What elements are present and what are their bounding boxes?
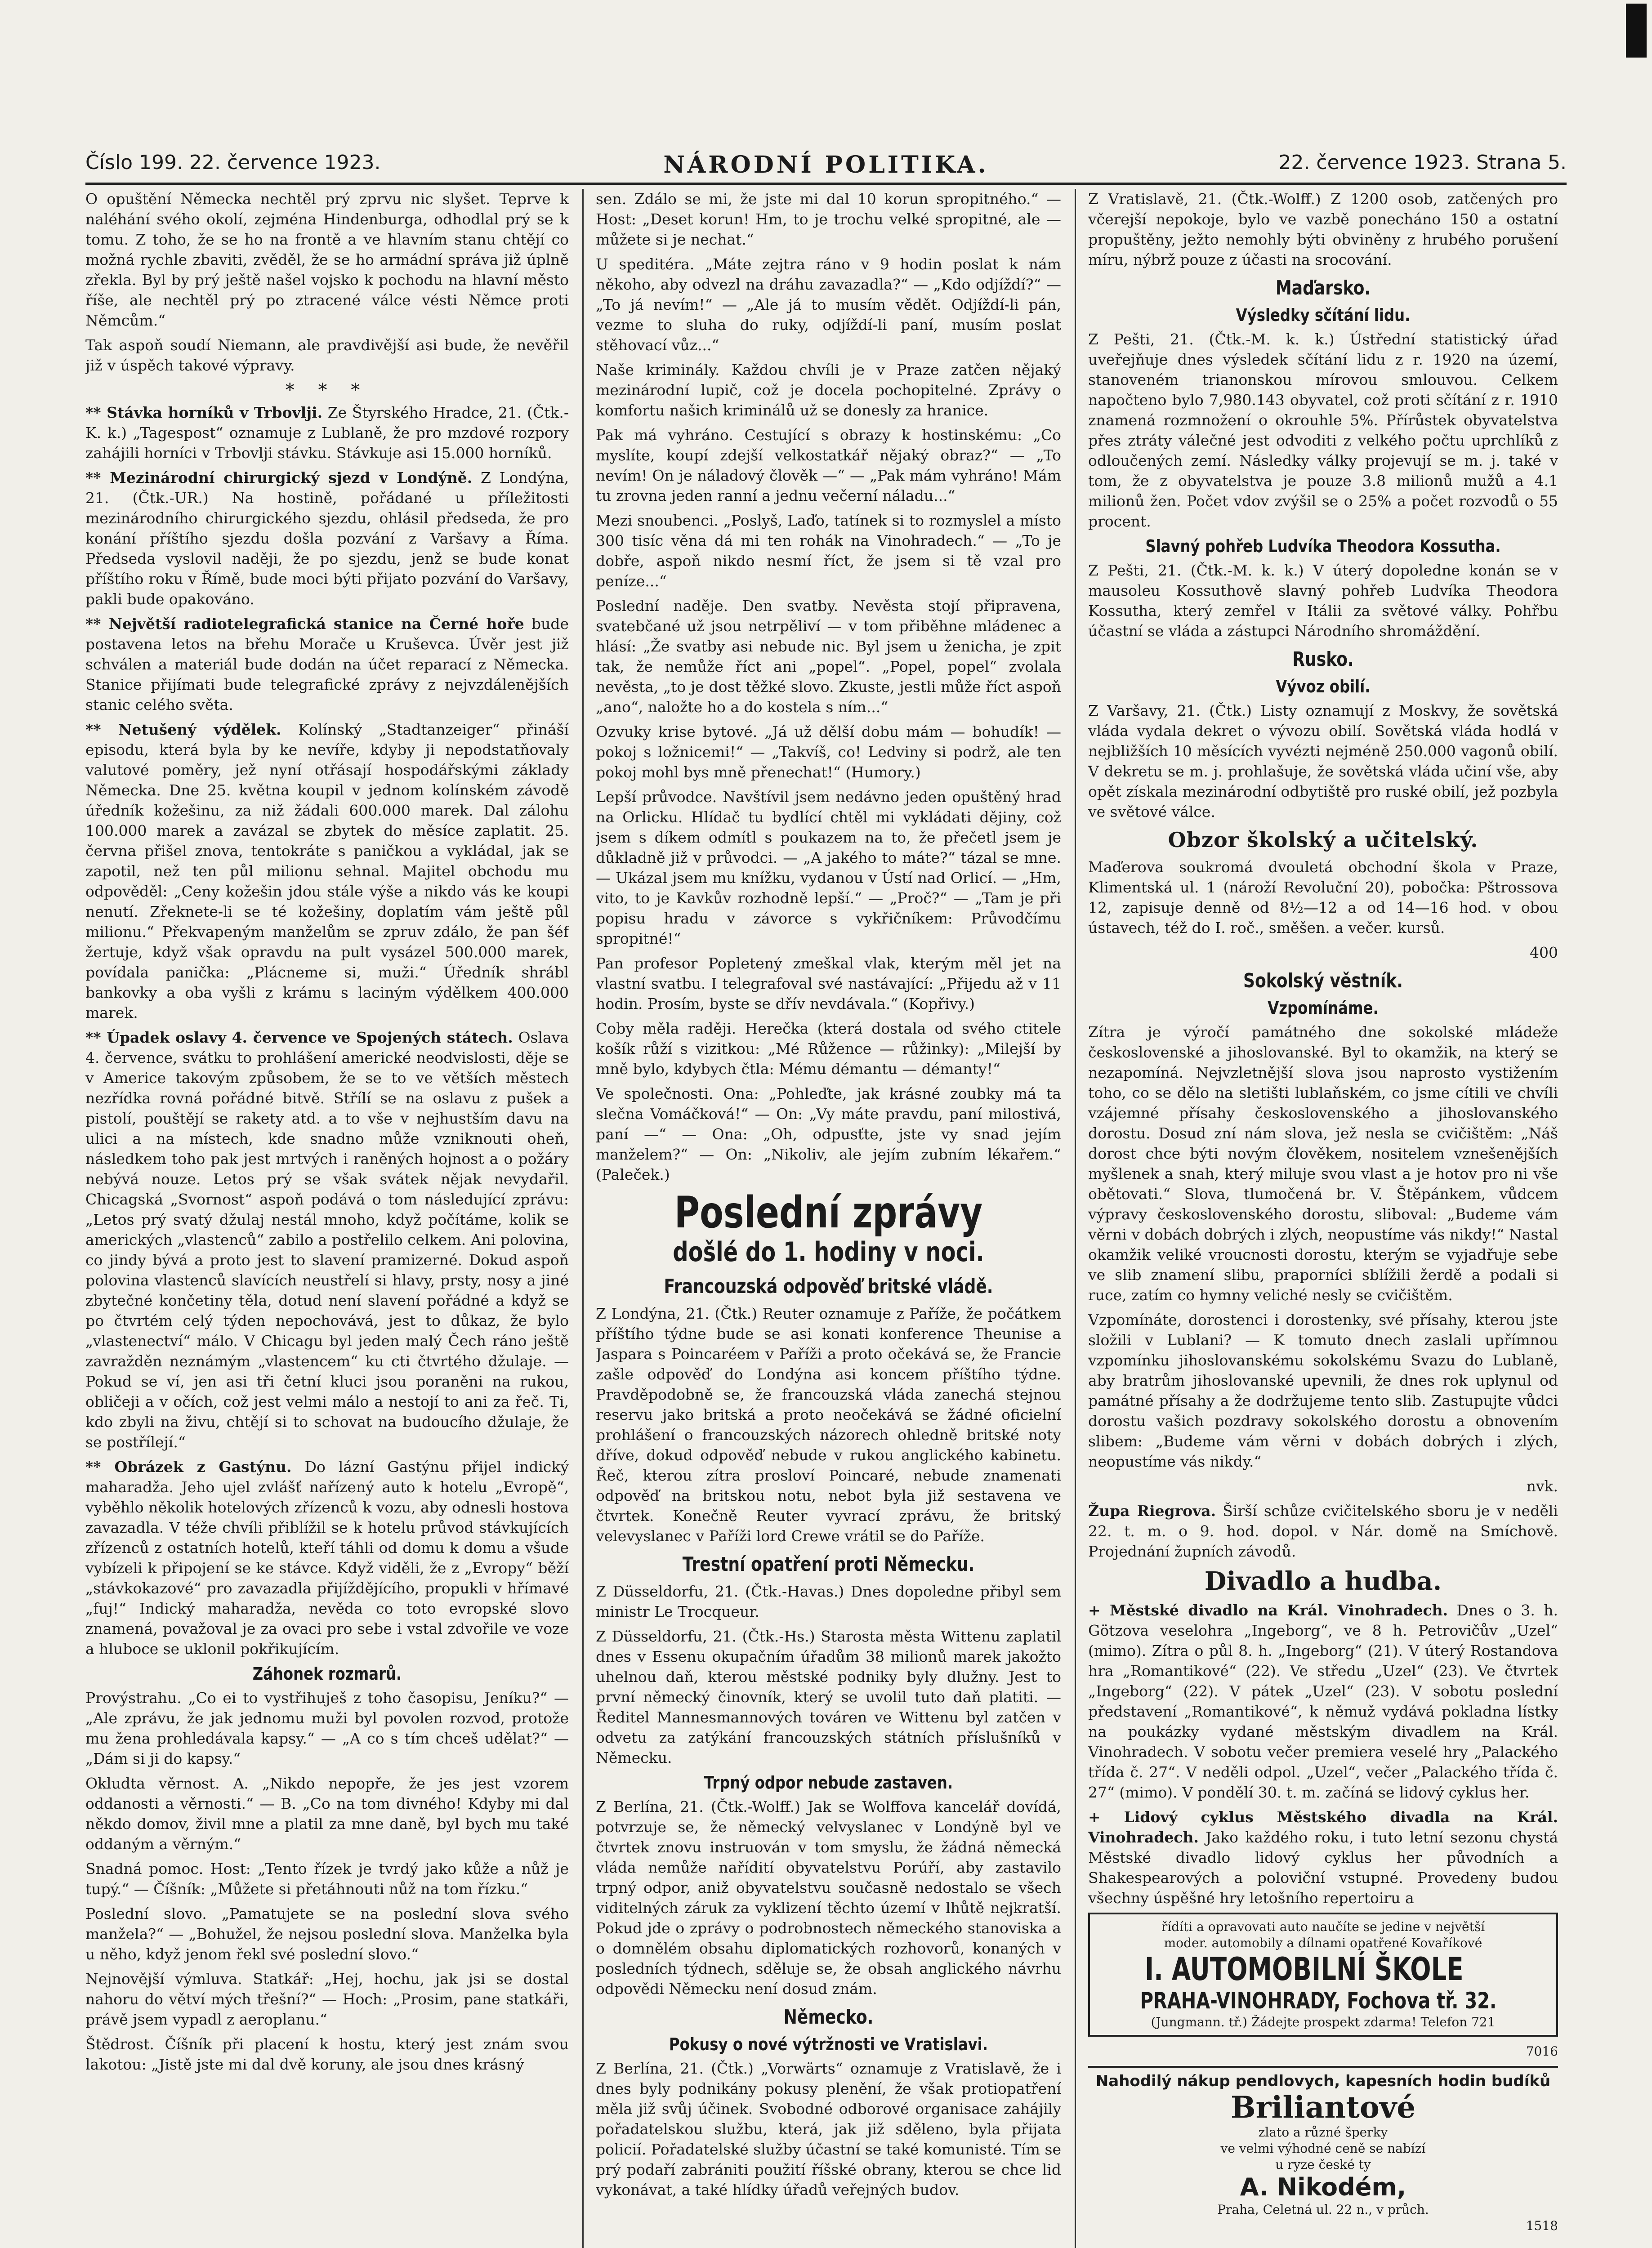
signature: nvk. [1526, 1477, 1558, 1495]
section-heading: Rusko. [1292, 648, 1354, 671]
news-item: ** Stávka horníků v Trbovlji. Ze Štyrského Hradce, 21. (Čtk.-K. k.) „Tagespost“ oznamuje z Lublaně, že pro mzdové rozpory zahájili horníci v Trbovlji stávku. Stávkuje asi 15.000 horníků. [85, 404, 569, 462]
article-text: Z Pešti, 21. (Čtk.-M. k. k.) Ústřední statistický úřad uveřejňuje dnes výsledek sčítání lidu z r. 1920 na území, stanoveném trianonskou mírovou smlouvou. Celkem napočteno bylo 7,980.143 obyvatel, což proti sčítání z r. 1910 znamená rozmnožení o okrouhle 5%. Přírůstek obyvatelstva přes ztráty válečné jest odvoditi z velkého počtu uprchlíků z odloučených zemí. Následky války projevují se m. j. také v tom, že z obyvatelstva je pouze 3.8 milionů mužů a 4.1 milionů žen. Počet vdov zvýšil se o 25% a počet rozvodů o 55 procent. [1088, 330, 1558, 530]
news-headline: + Městské divadlo na Král. Vinohradech. [1088, 1601, 1448, 1619]
article-text: Z Londýna, 21. (Čtk.) Reuter oznamuje z Paříže, že počátkem příštího týdne bude se asi konati konference Theunise a Jaspara s Poincaréem v Paříži a proto očekává se, že Francie zašle odpověď do Londýna asi koncem příštího týdne. Pravděpodobně se, že francouzská vláda zanechá stejnou reservu jako britská a proto neočekává se žádné oficielní prohlášení o francouzských názorech ohledně britské noty dříve, dokud odpověď nebude v rukou anglického kabinetu. Řeč, kterou zítra prosloví Poincaré, nebude znamenati odpověď na britskou notu, nebot byla již sestavena ve čtvrtek. Konečně Reuter vyvrací zprávu, že britský velevyslanec v Paříži lord Crewe vrátil se do Paříže. [596, 1305, 1061, 1545]
joke: Pan profesor Popletený zmeškal vlak, kterým měl jet na vlastní svatbu. I telegrafoval své nastávající: „Přijedu až v 11 hodin. Prosím, byste se dřív nevdávala.“ (Kopřivy.) [596, 955, 1061, 1012]
article-text: Z Düsseldorfu, 21. (Čtk.-Hs.) Starosta města Wittenu zaplatil dnes v Essenu okupačním úřadům 38 milionů marek jakožto uhelnou daň, kterou městské podniky byly dlužny. Jest to první německý činovník, který se uvolil tuto daň platiti. — Ředitel Mannesmannových továren ve Wittenu byl zatčen v odvetu za zatýkání francouzských státních příslušníků v Německu. [596, 1628, 1061, 1766]
ad-number: 400 [1530, 944, 1558, 961]
article-text: Maďerova soukromá dvouletá obchodní škola v Praze, Klimentská ul. 1 (nároží Revoluční 20), pobočka: Pštrossova 12, zapisuje denně od 8½—12 a od 14—16 hod. v obou ústavech, též do I. roč., směšen. a večer. kursů. [1088, 858, 1558, 937]
latest-news-banner: Poslední zprávy [674, 1187, 983, 1238]
ad-number: 7016 [1526, 2044, 1558, 2059]
joke: Poslední slovo. „Pamatujete se na poslední slova svého manžela?“ — „Bohužel, že nejsou poslední slova. Manželka byla u něho, když jenom řekl své poslední slovo.“ [85, 1905, 569, 1963]
column-rule-1 [582, 189, 584, 2248]
section-subheading: Slavný pohřeb Ludvíka Theodora Kossutha. [1145, 536, 1501, 556]
news-item: + Městské divadlo na Král. Vinohradech. Dnes o 3. h. Götzova veselohra „Ingeborg“, ve 8 h. Petrovičův „Uzel“ (mimo). Zítra o půl 8. h. „Ingeborg“ (21). V úterý Rostandova hra „Romantikové“ (22). Ve středu „Uzel“ (23). Ve čtvrtek „Ingeborg“ (22). V pátek „Uzel“ (23). V sobotu poslední představení „Romantikové“, k němuž vydává pokladna lístky na poukázky vydané městským divadlem na Král. Vinohradech. V sobotu večer premiera veselé hry „Palackého třída č. 27“. V neděli odpol. „Uzel“, večer „Palackého třída č. 27“ (mimo). V pondělí 30. t. m. začíná se lidový cyklus her. [1088, 1601, 1558, 1801]
column-2 [596, 189, 1061, 2248]
latest-news-subbanner: došlé do 1. hodiny v noci. [673, 1236, 984, 1268]
joke: Nejnovější výmluva. Statkář: „Hej, hochu, jak jsi se dostal nahoru do větví mých třešní?“ — Hoch: „Prosim, pane statkáři, právě jsem vypadl z aeroplanu.“ [85, 1970, 569, 2028]
section-heading: Maďarsko. [1275, 277, 1371, 299]
section-heading: Záhonek rozmarů. [252, 1664, 402, 1684]
news-item: Župa Riegrova. Širší schůze cvičitelského sboru je v neděli 22. t. m. o 9. hod. dopol. v Nár. domě na Smíchově. Projednání župních závodů. [1088, 1502, 1558, 1560]
section-heading: Obzor školský a učitelský. [1168, 828, 1478, 852]
news-item: ** Obrázek z Gastýnu. Do lázní Gastýnu přijel indický maharadža. Jeho ujel zvlášť nařízený auto k hotelu „Evropě“, vyběhlo několik hotelových zřízenců k vozu, aby odnesli hostova zavazadla. V téže chvíli přiblížil se k hotelu průvod stávkujících zřízenců z ostatních hotelů, kteří táhli od domu k domu a všude vybízeli k připojení se ke stávce. Když viděli, že z „Evropy“ běží „stávkokazové“ pro zavazadla přijíždějícího, propukli v hřímavé „fuj!“ Indický maharadža, nevěda co toto evropské slovo znamená, považoval je za ovaci pro sebe i vstal zdvořile ve voze a hluboce se uklonil pokřikujícím. [85, 1458, 569, 1658]
joke: Okludta věrnost. A. „Nikdo nepopře, že jes jest vzorem oddanosti a věrnosti.“ — B. „Co na tom divného! Kdyby mi dal někdo domov, živil mne a platil za mne daně, byl bych mu také oddaným a věrným.“ [85, 1775, 569, 1853]
article-text: Z Pešti, 21. (Čtk.-M. k. k.) V úterý dopoledne konán se v mausoleu Kossuthově slavný pohřeb Ludvíka Theodora Kossutha, který zemřel v Itálii za světové války. Pohřbu účastní se vláda a zástupci Národního shromáždění. [1088, 562, 1558, 640]
section-subheading: Vzpomínáme. [1268, 998, 1379, 1018]
news-item: ** Mezinárodní chirurgický sjezd v Londýně. Z Londýna, 21. (Čtk.-UR.) Na hostině, pořádané u příležitosti mezinárodního chirurgického sjezdu, ohlásil předseda, že pro konání příštího sjezdu došla pozvání z Varšavy a Říma. Předseda vyslovil naději, že po sjezdu, jenž se bude konat příštího roku v Římě, bude moci býti přijato pozvání do Varšavy, pakli bude opakováno. [85, 469, 569, 608]
masthead: NÁRODNÍ POLITIKA. [663, 151, 989, 178]
header-date-page: 22. července 1923. Strana 5. [1278, 151, 1567, 174]
joke: Ozvuky krise bytové. „Já už dělší dobu mám — bohudík! — pokoj s ložnicemi!“ — „Takvíš, co! Ledviny si podrž, ale ten pokoj mohl bys mně přenechat!“ (Humory.) [596, 723, 1061, 781]
section-subheading: Pokusy o nové výtržnosti ve Vratislavi. [669, 2034, 988, 2054]
joke: Coby měla raději. Herečka (která dostala od svého ctitele košík růží s vizitkou: „Mé Růžence — růžinky): „Milejší by mně bylo, kdybych čtla: Mému démantu — démanty!“ [596, 1020, 1061, 1078]
article-text: Z Berlína, 21. (Čtk.-Wolff.) Jak se Wolffova kancelář dovídá, potvrzuje se, že německý velvyslanec v Londýně byl ve čtvrtek znovu instruován v tom smyslu, že žádná německá vláda nemůže nařídití obyvatelstvu Porúří, aby zastavilo trpný odpor, aniž obyvatelstvu současně nedostalo se všech viditelných záruk za vyklizení těchto území v lhůtě nejkratší. Pokud jde o zprávy o podrobnostech německého stanoviska a o domnělém obsahu diplomatických rozhovorů, konaných v posledních týdnech, sděluje se, že obsah anglického návrhu odpovědi Německu není dosud znám. [596, 1798, 1061, 1998]
article-text: Z Varšavy, 21. (Čtk.) Listy oznamují z Moskvy, že sovětská vláda vydala dekret o vývozu obilí. Sovětská vláda hodlá v nejbližších 10 měsících vyvézti nejméně 250.000 vagonů obilí. V dekretu se m. j. prohlašuje, že sovětská vláda učiní vše, aby opět získala mezinárodní odbytiště pro ruské obilí, jež pozbyla ve světové válce. [1088, 702, 1558, 821]
column-1 [85, 189, 569, 2248]
news-headline: Župa Riegrova. [1088, 1502, 1216, 1520]
joke: Ve společnosti. Ona: „Pohleďte, jak krásné zoubky má ta slečna Vomáčková!“ — On: „Vy máte pravdu, paní milostivá, paní —“ — Ona: „Oh, odpusťte, jste vy snad jejím manželem?“ — On: „Nikoliv, ale jejím zubním lékařem.“ (Paleček.) [596, 1085, 1061, 1183]
advertisement-automobile-school: řídíti a opravovati auto naučíte se jedine v největší moder. automobily a dílnami opatřené Kovaříkové I. AUTOMOBILNÍ ŠKOLE PRAHA-VINOHRADY, Fochova tř. 32. (Jungmann. tř.) Žádejte prospekt zdarma! Telefon 721 [1088, 1913, 1558, 2037]
section-subheading: Výsledky sčítání lidu. [1236, 305, 1411, 325]
joke: Provýstrahu. „Co ei to vystřihuješ z toho časopisu, Jeníku?“ — „Ale zprávu, že jak jednomu muži byl povolen rozvod, protože mu žena prohledávala kapsy.“ — „A co s tím chceš udělat?“ — „Dám si ji do kapsy.“ [85, 1689, 569, 1767]
joke: Naše kriminály. Každou chvíli je v Praze zatčen nějaký mezinárodní lupič, což je docela pochopitelné. Zprávy o komfortu našich kriminálů už se donesly za hranice. [596, 361, 1061, 419]
article-text: Z Vratislavě, 21. (Čtk.-Wolff.) Z 1200 osob, zatčených pro včerejší nepokoje, bylo ve vazbě ponecháno 150 a ostatní propuštěny, ježto nemohly býti obviněny z hrubého porušení míru, nýbrž pouze z účasti na srocování. [1088, 190, 1558, 268]
section-heading: Francouzská odpověď britské vládě. [664, 1275, 993, 1298]
news-item: ** Největší radiotelegrafická stanice na Černé hoře bude postavena letos na břehu Morače u Kruševca. Úvěr jest již schválen a materiál bude dodán na účet reparací z Německa. Stanice přijímati bude telegrafické zprávy z nejvzdálenějších stanic celého světa. [85, 615, 569, 714]
joke: Snadná pomoc. Host: „Tento řízek je tvrdý jako kůže a nůž je tupý.“ — Číšník: „Můžete si přetáhnouti nůž na tom řízku.“ [85, 1860, 569, 1898]
joke: U speditéra. „Máte zejtra ráno v 9 hodin poslat k nám někoho, aby odvezl na dráhu zavazadla?“ — „Kdo odjíždí?“ — „To já nevím!“ — „Ale já to musím vědět. Odjíždí-li pán, vezme to sluha do ruky, odjíždí-li paní, musím poslat stěhovací vůz...“ [596, 255, 1061, 354]
header-issue: Číslo 199. 22. července 1923. [85, 151, 381, 174]
news-headline: ** Úpadek oslavy 4. července ve Spojených státech. [85, 1029, 513, 1046]
section-heading: Trestní opatření proti Německu. [682, 1553, 975, 1576]
article-text: Z Düsseldorfu, 21. (Čtk.-Havas.) Dnes dopoledne přibyl sem ministr Le Trocqueur. [596, 1583, 1061, 1620]
joke: Štědrost. Číšník při placení k hostu, který jest znám svou lakotou: „Jistě jste mi dal dvě koruny, ale jsou dnes krásný [85, 2035, 569, 2073]
scan-corner-mark [1626, 4, 1647, 58]
news-headline: ** Mezinárodní chirurgický sjezd v Londýně. [85, 469, 473, 486]
joke: Mezi snoubenci. „Poslyš, Laďo, tatínek si to rozmyslel a místo 300 tisíc věna dá mi ten rohák na Vinohradech.“ — „To je dobře, aspoň nikdo nesmí říct, že jsem si tě vzal pro peníze...“ [596, 512, 1061, 590]
news-headline: ** Stávka horníků v Trbovlji. [85, 404, 323, 421]
news-item: ** Netušený výdělek. Kolínský „Stadtanzeiger“ přináší episodu, která byla by ke nevíře, kdyby ji nepodstatňovaly valutové poměry, jež nyní otřásají hospodářskými základy Německa. Dne 25. května koupil v jednom kolínském závodě úředník kožešinu, za niž žádali 600.000 marek. Dal zálohu 100.000 marek a zavázal se zbytek do měsíce zaplatit. 25. června přišel znova, tentokráte s paničkou a vykládal, jak se zapotil, než ten půl milionu sehnal. Majitel obchodu mu odpověděl: „Ceny kožešin jdou stále výše a nikdo vás ke koupi nenutí. Zřeknete-li se té kožešiny, doplatím vám ještě půl milionu.“ Překvapeným manželům se zpruv zdálo, že pan šéf žertuje, když však opravdu na pult vysázel 500.000 marek, povídala panička: „Plácneme si, muži.“ Úředník shrábl bankovky a oba vyšli z krámu s laciným výdělkem 400.000 marek. [85, 721, 569, 1021]
section-subheading: Vývoz obilí. [1276, 677, 1371, 696]
news-headline: + Lidový cyklus Městského divadla na Král. Vinohradech. [1088, 1808, 1558, 1846]
section-heading: Divadlo a hudba. [1204, 1566, 1442, 1596]
column-3 [1088, 189, 1558, 2248]
section-heading: Německo. [783, 2006, 874, 2029]
section-separator: * * * [285, 380, 369, 401]
news-headline: ** Obrázek z Gastýnu. [85, 1458, 292, 1476]
news-headline: ** Netušený výdělek. [85, 721, 281, 738]
section-heading: Sokolský věstník. [1243, 969, 1403, 992]
article-text: Vzpomínáte, dorostenci i dorostenky, své přísahy, kterou jste složili v Lublani? — K tomuto dnech zaslali upřímnou vzpomínku jihoslovanskému sokolskému Svazu do Lublaně, aby bratrům jihoslovanské upevnili, že dnes rok uplynul od památné přísahy a že dodržujeme tento slib. Zastupujte vůdci dorostu vašich pozdravy sokolského dorostu a obnovením slibem: „Budeme vám věrni v dobách dobrých i zlých, neopustíme vás nikdy.“ [1088, 1311, 1558, 1470]
news-item: ** Úpadek oslavy 4. července ve Spojených státech. Oslava 4. července, svátku to prohlášení americké neodvislosti, děje se v Americe takovým způsobem, že se to ve větších městech nezřídka rovná pořádné bitvě. Střílí se na oslavu z pušek a pistolí, pouštějí se rakety atd. a to vše v nejhustším davu na ulici a na místech, kde snadno může vzniknouti oheň, následkem toho pak jest mrtvých i raněných hojnost a o požáry nebývá nouze. Letos prý se však svátek nějak nevydařil. Chicagská „Svornost“ aspoň podává o tom následující zprávu: „Letos prý svatý džulaj nestál mnoho, když počítáme, kolik se amerických „vlastenců“ zabilo a postřelilo celkem. Ani polovina, co jindy bývá a proto jest to slavení pramizerné. Dokud aspoň polovina vlastenců slavících neustřelí si hlavy, prsty, nosy a jiné zbytečné končetiny těla, dotud není slavení pořádné a když se po čtvrtém celý týden nepochovává, jest to důkaz, že bylo „vlastenectví“ málo. V Chicagu byl jeden malý Čech ráno ještě zavražděn neznámým „vlastencem“ ku cti čtvrtého džulaje. — Pokud se ví, jen asi tři četní kluci jsou poraněni na rukou, obličeji a v očích, což jest velmi málo a nestojí to ani za řeč. Ti, kdo zbyli na živu, chtějí si to schovat na budoucího džulaje, že se postřílejí.“ [85, 1029, 569, 1451]
news-headline: ** Největší radiotelegrafická stanice na Černé hoře [85, 615, 524, 633]
article-text: Tak aspoň soudí Niemann, ale pravdivější asi bude, že nevěřil již v úspěch takové výpravy. [85, 336, 569, 374]
article-text: Z Berlína, 21. (Čtk.) „Vorwärts“ oznamuje z Vratislavě, že i dnes byly podnikány pokusy plenění, že však protiopatření měla již svůj účinek. Svobodné odborové organisace zahájily pořadatelskou službu, která, jak již sděleno, byla přijata policií. Pořadatelské služby účastní se také komunisté. Tím se prý podaří zabrániti použití říšské obrany, kterou se chce lid vykonávat, a také hlídky úřadů veřejných budov. [596, 2060, 1061, 2199]
header-rule [85, 183, 1567, 185]
joke: Lepší průvodce. Navštívil jsem nedávno jeden opuštěný hrad na Orlicku. Hlídač tu bydlící chtěl mi vykládati dějiny, což jsem s díkem odmítl s poukazem na to, že přečetl jsem je důkladně již v průvodci. — „A jakého to máte?“ tázal se mne. — Ukázal jsem mu knížku, vydanou v Ústí nad Orlicí. — „Hm, vito, to je Kavkův rozhodně lepší.“ — „Proč?“ — „Tam je při popisu hradu v závorce s vykřičníkem: Průvodčímu spropitné!“ [596, 788, 1061, 947]
joke: Pak má vyhráno. Cestující s obrazy k hostinskému: „Co myslíte, koupí zdejší velkostatkář nějaký obraz?“ — „To nevím! On je náladový člověk —“ — „Pak mám vyhráno! Mám tu zrovna jeden ranní a jednu večerní náladu...“ [596, 426, 1061, 504]
article-text: O opuštění Německa nechtěl prý zprvu nic slyšet. Teprve k naléhání svého okolí, zejména Hindenburga, odhodlal prý se k tomu. Z toho, že se ho na frontě a ve hlavním stanu chtějí co možná rychle zbaviti, zvěděl, že se ho armádní správa již úplně zřekla. Byl by prý ještě našel vojsko k pochodu na hlavní město říše, ale nechtěl prý po ztracené válce vésti Němce proti Němcům.“ [85, 190, 569, 329]
joke: Poslední naděje. Den svatby. Nevěsta stojí připravena, svatebčané už jsou netrpěliví — v tom přiběhne mládenec a hlásí: „Že svatby asi nebude nic. Byl jsem u ženicha, je zpit tak, že nemůže říct ani „popel“. „Popel, popel“ zvolala nevěsta, „to je dost těžké slovo. Zkuste, jestli může říct aspoň „ano“, naložte ho a do kostela s ním...“ [596, 597, 1061, 716]
article-text: Zítra je výročí památného dne sokolské mládeže československé a jihoslovanské. Byl to okamžik, na který se nezapomíná. Nejvzletnější slova jsou naprosto vystižením toho, co se dělo na sletišti lublaňském, co jsme cítili ve chvíli vzájemné přísahy československého a jihoslovanského dorostu. Dosud zní nám slova, jež nesla se cvičištěm: „Náš dorost chce býti novým člověkem, nositelem vznešenějších myšlenek a snah, který miluje svou vlast a je hotov pro ni vše obětovati.“ Slova, tlumočená br. V. Štěpánkem, vůdcem výpravy československého dorostu, sliboval: „Budeme vám věrni v dobách dobrých i zlých, neopustíme vás nikdy!“ Nastal okamžik veliké vroucnosti dorostu, kterým se vyjadřuje sebe ve slib znamení slibu, praporníci sblížili žerdě a podali si ruce, zatím co hymny veliché nesly se cvičištěm. [1088, 1023, 1558, 1304]
column-rule-2 [1075, 189, 1076, 2248]
page-header [85, 151, 1567, 183]
joke: sen. Zdálo se mi, že jste mi dal 10 korun spropitného.“ — Host: „Deset korun! Hm, to je trochu velké spropitné, ale — můžete si je nechat.“ [596, 190, 1061, 248]
news-item: + Lidový cyklus Městského divadla na Král. Vinohradech. Jako každého roku, i tuto letní sezonu chystá Městské divadlo lidový cyklus her původních a Shakespearových a poloviční vstupné. Provedeny budou všechny úspěšné hry letošního repertoiru a [1088, 1808, 1558, 1907]
advertisement-jeweller: Nahodilý nákup pendlovych, kapesních hodin budíků Briliantové zlato a různé šperky ve velmi výhodné ceně se nabízí u ryze české ty A. Nikodém, Praha, Celetná ul. 22 n., v průch. 1518 [1088, 2066, 1558, 2239]
section-heading: Trpný odpor nebude zastaven. [704, 1773, 953, 1793]
